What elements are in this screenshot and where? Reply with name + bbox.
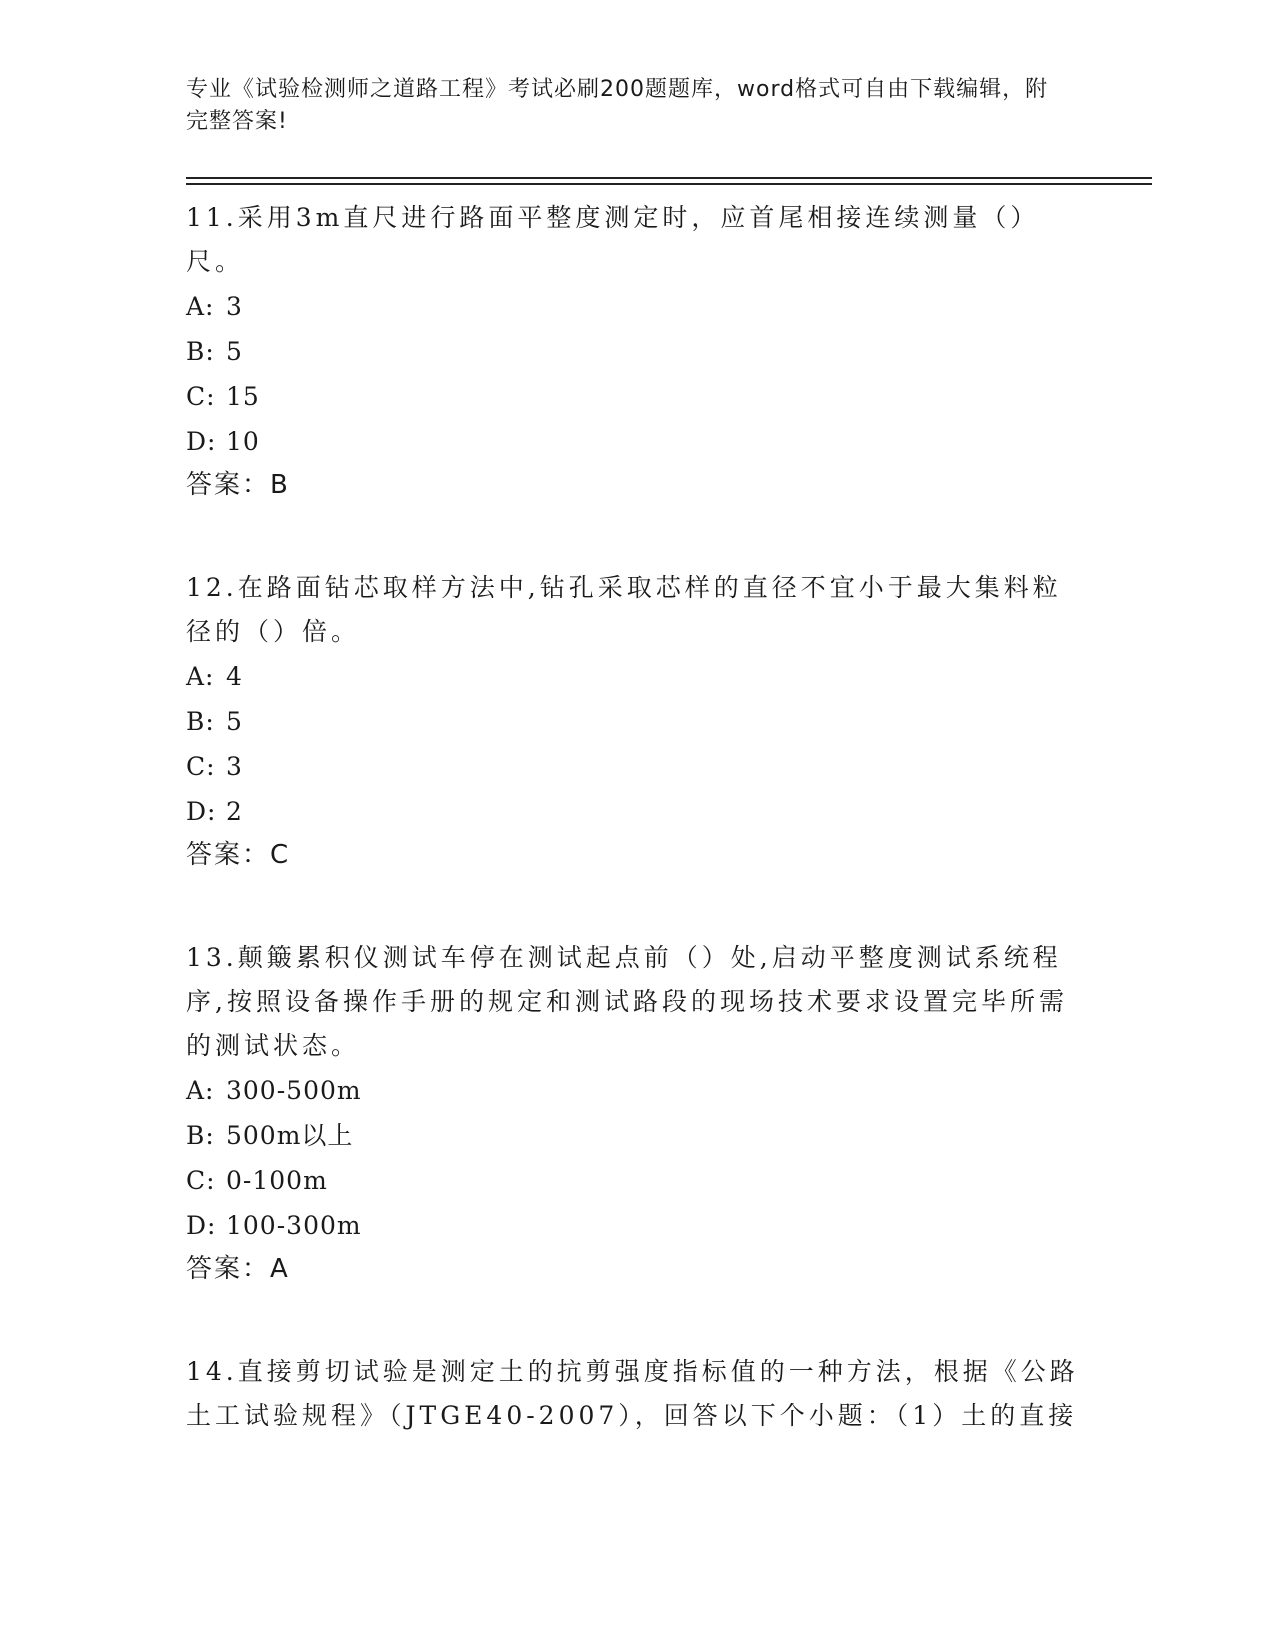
option-value: 5 (226, 337, 243, 366)
option-b (186, 1113, 1086, 1158)
option-value: 300-500m (226, 1076, 362, 1105)
question-spacer (186, 876, 1086, 930)
option-value: 3 (226, 292, 243, 321)
option-letter: C: (186, 382, 216, 411)
question-text: 14.直接剪切试验是测定土的抗剪强度指标值的一种方法，根据《公路土工试验规程》（JTGE40-2007），回答以下个小题：（1）土的直接 (186, 1357, 1079, 1430)
option-c (186, 374, 1086, 419)
header-divider-top (186, 177, 1152, 179)
option-letter: A: (186, 292, 215, 321)
option-c (186, 1158, 1086, 1203)
option-a (186, 284, 1086, 329)
option-value: 500m以上 (226, 1121, 354, 1150)
answer-text: 答案：B (186, 470, 290, 500)
option-letter: B: (186, 1121, 215, 1150)
question-spacer (186, 1290, 1086, 1344)
option-letter: A: (186, 662, 215, 691)
option-b (186, 699, 1086, 744)
option-a (186, 654, 1086, 699)
option-letter: D: (186, 797, 217, 826)
question-spacer (186, 506, 1086, 560)
option-c (186, 744, 1086, 789)
option-value: 4 (226, 662, 243, 691)
question-text: 12.在路面钻芯取样方法中,钻孔采取芯样的直径不宜小于最大集料粒径的（）倍。 (186, 573, 1062, 646)
answer-text: 答案：C (186, 840, 291, 870)
option-value: 3 (226, 752, 243, 781)
option-letter: D: (186, 427, 217, 456)
option-letter: B: (186, 337, 215, 366)
option-value: 100-300m (226, 1211, 362, 1240)
question-list (186, 190, 1086, 1438)
question-11 (186, 190, 1086, 506)
question-12 (186, 560, 1086, 876)
question-14 (186, 1344, 1086, 1438)
option-value: 5 (226, 707, 243, 736)
option-letter: C: (186, 1166, 216, 1195)
document-header: 专业《试验检测师之道路工程》考试必刷200题题库，word格式可自由下载编辑，附完整答案! (186, 77, 1049, 134)
question-13 (186, 930, 1086, 1290)
option-a (186, 1068, 1086, 1113)
option-letter: A: (186, 1076, 215, 1105)
option-letter: D: (186, 1211, 217, 1240)
option-value: 15 (226, 382, 260, 411)
question-text: 11.采用3m直尺进行路面平整度测定时，应首尾相接连续测量（）尺。 (186, 203, 1040, 276)
header-divider-bottom (186, 183, 1152, 185)
option-d (186, 419, 1086, 464)
answer-text: 答案：A (186, 1254, 290, 1284)
option-value: 0-100m (226, 1166, 328, 1195)
option-d (186, 789, 1086, 834)
question-text: 13.颠簸累积仪测试车停在测试起点前（）处,启动平整度测试系统程序,按照设备操作手册的规定和测试路段的现场技术要求设置完毕所需的测试状态。 (186, 943, 1068, 1060)
option-value: 2 (226, 797, 243, 826)
option-letter: C: (186, 752, 216, 781)
option-value: 10 (226, 427, 260, 456)
option-d (186, 1203, 1086, 1248)
option-letter: B: (186, 707, 215, 736)
option-b (186, 329, 1086, 374)
